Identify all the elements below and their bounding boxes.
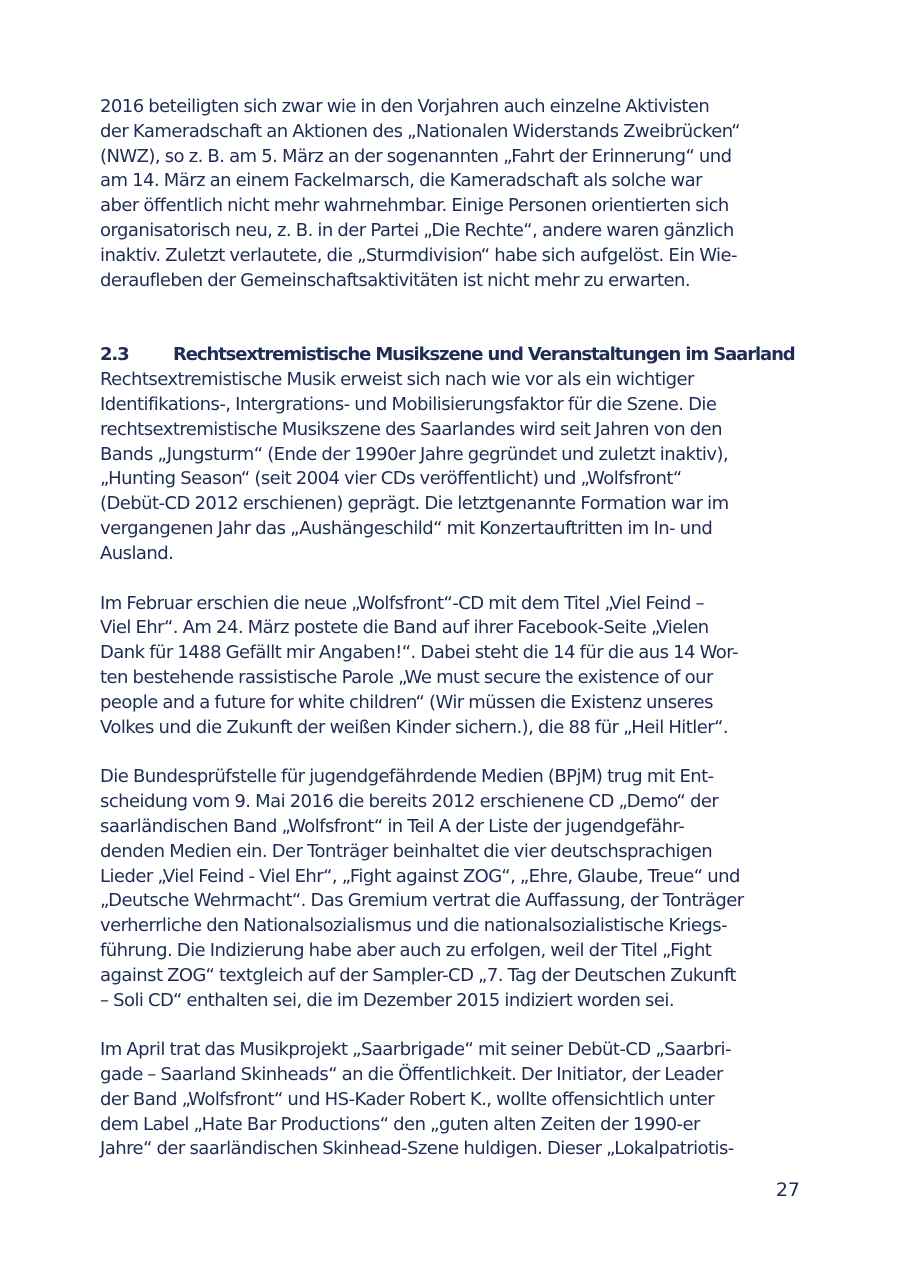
section-title: Rechtsextremistische Musikszene und Veranstaltungen im Saarland xyxy=(173,344,795,366)
text-line: verherrliche den Nationalsozialismus und die nationalsozialistische Kriegs- xyxy=(100,915,728,937)
text-line: dem Label „Hate Bar Productions“ den „guten alten Zeiten der 1990-er xyxy=(100,1113,700,1135)
text-line: – Soli CD“ enthalten sei, die im Dezember 2015 indiziert worden sei. xyxy=(100,989,674,1011)
text-line: Im Februar erschien die neue „Wolfsfront“-CD mit dem Titel „Viel Feind – xyxy=(100,592,705,614)
section-heading xyxy=(100,343,800,368)
text-line: „Deutsche Wehrmacht“. Das Gremium vertrat die Auffassung, der Tonträger xyxy=(100,890,744,912)
text-line: „Hunting Season“ (seit 2004 vier CDs veröffentlicht) und „Wolfsfront“ xyxy=(100,468,682,490)
text-line: Lieder „Viel Feind - Viel Ehr“, „Fight against ZOG“, „Ehre, Glaube, Treue“ und xyxy=(100,865,740,887)
paragraph-saarbrigade xyxy=(100,1038,800,1162)
text-line: Identifikations-, Intergrations- und Mobilisierungsfaktor für die Szene. Die xyxy=(100,393,717,415)
text-line: inaktiv. Zuletzt verlautete, die „Sturmdivision“ habe sich aufgelöst. Ein Wie- xyxy=(100,244,737,266)
text-line: Im April trat das Musikprojekt „Saarbrigade“ mit seiner Debüt-CD „Saarbri- xyxy=(100,1039,731,1061)
text-line: deraufleben der Gemeinschaftsaktivitäten ist nicht mehr zu erwarten. xyxy=(100,269,691,291)
paragraph-intro xyxy=(100,95,800,293)
text-line: Jahre“ der saarländischen Skinhead-Szene huldigen. Dieser „Lokalpatriotis- xyxy=(100,1138,734,1160)
text-line: (Debüt-CD 2012 erschienen) geprägt. Die letztgenannte Formation war im xyxy=(100,493,729,515)
spacer xyxy=(100,567,800,592)
text-line: ten bestehende rassistische Parole „We must secure the existence of our xyxy=(100,666,713,688)
paragraph-bpjm xyxy=(100,765,800,1013)
text-line: aber öffentlich nicht mehr wahrnehmbar. Einige Personen orientierten sich xyxy=(100,195,729,217)
text-line: Volkes und die Zukunft der weißen Kinder sichern.), die 88 für „Heil Hitler“. xyxy=(100,716,729,738)
text-line: organisatorisch neu, z. B. in der Partei „Die Rechte“, andere waren gänzlich xyxy=(100,219,734,241)
text-line: Bands „Jungsturm“ (Ende der 1990er Jahre gegründet und zuletzt inaktiv), xyxy=(100,443,729,465)
text-line: am 14. März an einem Fackelmarsch, die Kameradschaft als solche war xyxy=(100,170,702,192)
text-line: vergangenen Jahr das „Aushängeschild“ mit Konzertauftritten im In- und xyxy=(100,517,713,539)
text-line: führung. Die Indizierung habe aber auch zu erfolgen, weil der Titel „Fight xyxy=(100,939,712,961)
text-line: Ausland. xyxy=(100,542,174,564)
text-line: der Band „Wolfsfront“ und HS-Kader Robert K., wollte offensichtlich unter xyxy=(100,1088,715,1110)
text-line: scheidung vom 9. Mai 2016 die bereits 2012 erschienene CD „Demo“ der xyxy=(100,791,719,813)
text-line: (NWZ), so z. B. am 5. März an der sogenannten „Fahrt der Erinnerung“ und xyxy=(100,145,732,167)
section-number: 2.3 xyxy=(100,344,129,366)
paragraph-music-scene xyxy=(100,368,800,566)
spacer xyxy=(100,293,800,343)
text-line: 2016 beteiligten sich zwar wie in den Vorjahren auch einzelne Aktivisten xyxy=(100,96,710,117)
text-line: rechtsextremistische Musikszene des Saarlandes wird seit Jahren von den xyxy=(100,418,722,440)
text-line: saarländischen Band „Wolfsfront“ in Teil A der Liste der jugendgefähr- xyxy=(100,815,685,837)
text-line: Dank für 1488 Gefällt mir Angaben!“. Dabei steht die 14 für die aus 14 Wor- xyxy=(100,642,738,664)
paragraph-wolfsfront-cd xyxy=(100,592,800,741)
spacer xyxy=(100,740,800,765)
text-line: denden Medien ein. Der Tonträger beinhaltet die vier deutschsprachigen xyxy=(100,840,713,862)
text-line: Die Bundesprüfstelle für jugendgefährdende Medien (BPjM) trug mit Ent- xyxy=(100,766,714,788)
spacer xyxy=(100,1013,800,1038)
text-line: people and a future for white children“ (Wir müssen die Existenz unseres xyxy=(100,691,713,713)
text-line: against ZOG“ textgleich auf der Sampler-CD „7. Tag der Deutschen Zukunft xyxy=(100,964,736,986)
page-body xyxy=(100,95,800,1162)
page-number: 27 xyxy=(775,1179,800,1201)
text-line: Rechtsextremistische Musik erweist sich nach wie vor als ein wichtiger xyxy=(100,369,694,391)
text-line: der Kameradschaft an Aktionen des „Nationalen Widerstands Zweibrücken“ xyxy=(100,120,741,142)
text-line: Viel Ehr“. Am 24. März postete die Band auf ihrer Facebook-Seite „Vielen xyxy=(100,617,709,639)
text-line: gade – Saarland Skinheads“ an die Öffentlichkeit. Der Initiator, der Leader xyxy=(100,1064,723,1086)
